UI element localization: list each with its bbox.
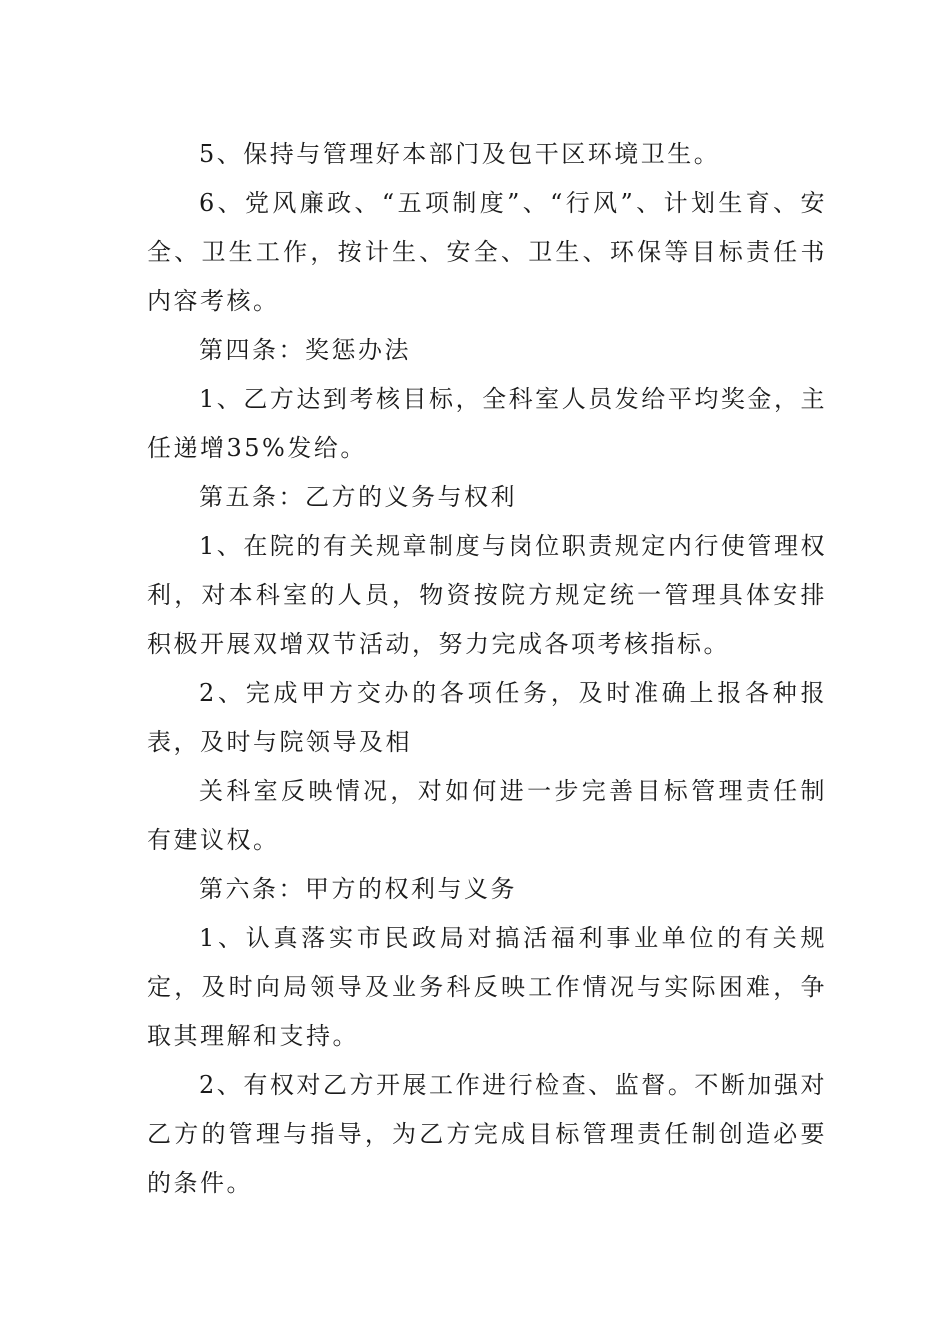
paragraph-party-b-2: 2、完成甲方交办的各项任务，及时准确上报各种报表，及时与院领导及相: [147, 679, 827, 756]
document-body: [147, 130, 827, 1208]
article-six-heading: 第六条：甲方的权利与义务: [199, 875, 517, 903]
paragraph-item-5: 5、保持与管理好本部门及包干区环境卫生。: [199, 140, 721, 168]
article-five-heading: 第五条：乙方的义务与权利: [199, 483, 517, 511]
paragraph-party-a-1: 1、认真落实市民政局对搞活福利事业单位的有关规定，及时向局领导及业务科反映工作情况与实际困难，争取其理解和支持。: [147, 924, 827, 1050]
paragraph-party-a-2: 2、有权对乙方开展工作进行检查、监督。不断加强对乙方的管理与指导，为乙方完成目标管理责任制创造必要的条件。: [147, 1071, 827, 1197]
paragraph-party-b-2-cont: 关科室反映情况，对如何进一步完善目标管理责任制有建议权。: [147, 777, 827, 854]
article-four-heading: 第四条：奖惩办法: [199, 336, 411, 364]
paragraph-reward-1: 1、乙方达到考核目标，全科室人员发给平均奖金，主任递增35%发给。: [147, 385, 827, 462]
paragraph-party-b-1: 1、在院的有关规章制度与岗位职责规定内行使管理权利，对本科室的人员，物资按院方规定统一管理具体安排积极开展双增双节活动，努力完成各项考核指标。: [147, 532, 827, 658]
paragraph-item-6: 6、党风廉政、“五项制度”、“行风”、计划生育、安全、卫生工作，按计生、安全、卫生、环保等目标责任书内容考核。: [147, 189, 827, 315]
